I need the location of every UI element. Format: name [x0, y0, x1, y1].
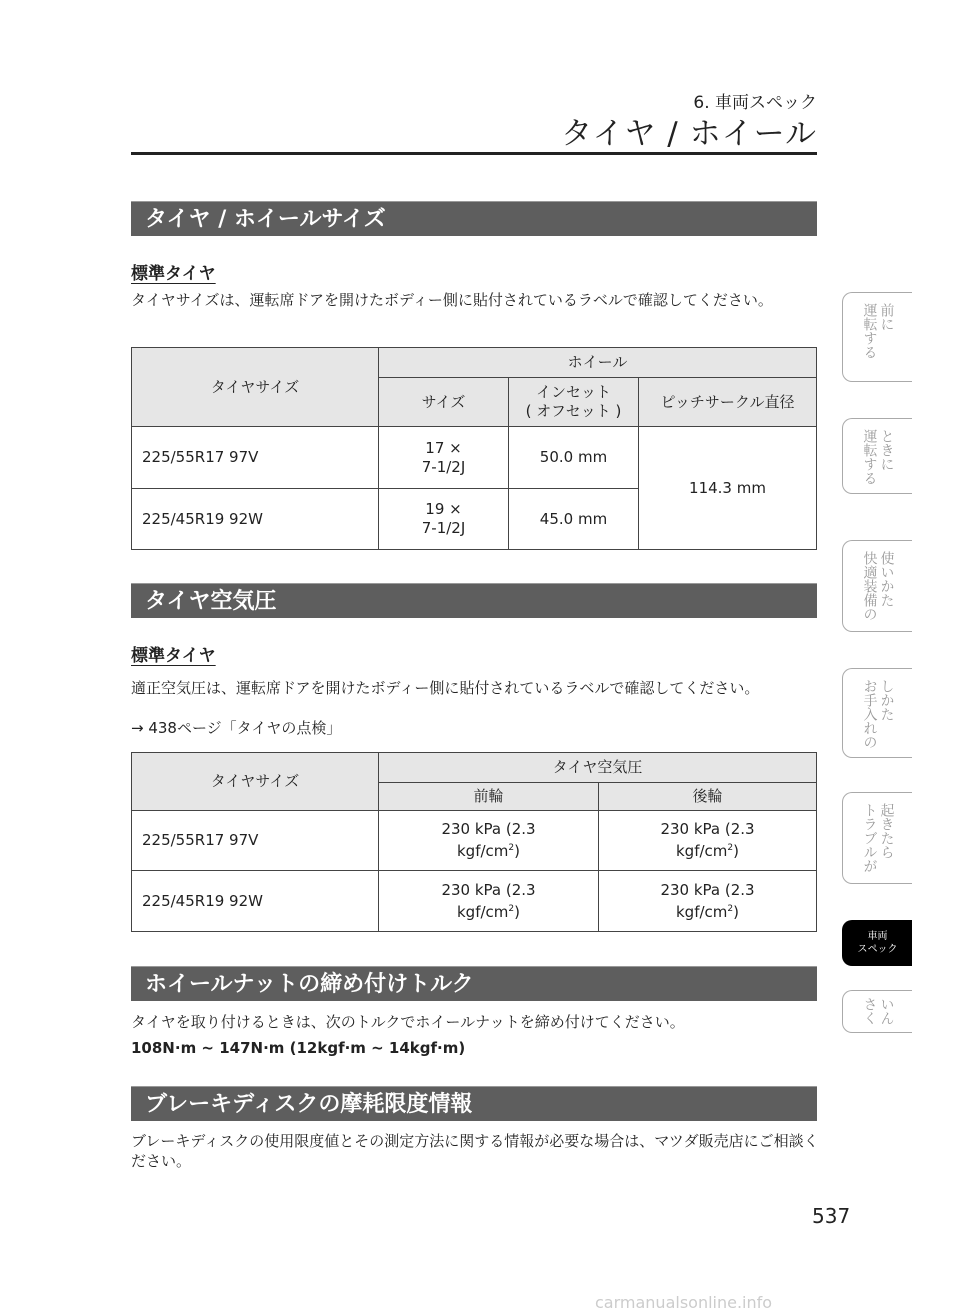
- watermark: carmanualsonline.info: [595, 1293, 773, 1312]
- table-row: 225/45R19 92W 230 kPa (2.3 kgf/$cm^2$) 230 kPa (2.3 kgf/$cm^2$): [132, 871, 817, 932]
- page-number: 537: [812, 1204, 851, 1228]
- title-rule: [131, 152, 817, 155]
- subheading-standard-tire: 標準タイヤ: [131, 646, 216, 666]
- page-reference-link[interactable]: → 438ページ「タイヤの点検」: [131, 719, 342, 737]
- header-inset: インセット ( オフセット ): [509, 378, 639, 427]
- side-tab-comfort-features[interactable]: 快適装備の 使いかた: [842, 540, 912, 632]
- header-rear: 後輪: [599, 783, 817, 811]
- pcd-value: 114.3 mm: [639, 427, 817, 550]
- tire-pressure-table: [131, 752, 817, 932]
- side-tab-maintenance[interactable]: お手入れの しかた: [842, 668, 912, 758]
- header-tire-size: タイヤサイズ: [132, 753, 379, 811]
- header-size: サイズ: [379, 378, 509, 427]
- subheading-standard-tire: 標準タイヤ: [131, 264, 216, 284]
- header-tire-pressure: タイヤ空気圧: [379, 753, 817, 783]
- side-tab-index[interactable]: さく いん: [842, 990, 912, 1033]
- table-row: 225/55R17 97V 230 kPa (2.3 kgf/$cm^2$) 230 kPa (2.3 kgf/$cm^2$): [132, 811, 817, 871]
- chapter-label: 6. 車両スペック: [693, 93, 817, 113]
- torque-value: 108N·m ~ 147N·m (12kgf·m ~ 14kgf·m): [131, 1039, 466, 1057]
- paragraph: ブレーキディスクの使用限度値とその測定方法に関する情報が必要な場合は、マツダ販売店にご相談ください。: [131, 1132, 819, 1170]
- side-tab-troubleshooting[interactable]: トラブルが 起きたら: [842, 792, 912, 884]
- table-row: 225/45R19 92W 19 × 7-1/2J 45.0 mm: [132, 489, 817, 550]
- paragraph: 適正空気圧は、運転席ドアを開けたボディー側に貼付されているラベルで確認してください。: [131, 679, 760, 697]
- header-front: 前輪: [379, 783, 599, 811]
- header-wheel: ホイール: [379, 348, 817, 378]
- section-heading-tire-wheel-size: タイヤ / ホイールサイズ: [131, 201, 817, 236]
- section-heading-tire-pressure: タイヤ空気圧: [131, 583, 817, 618]
- header-pcd: ピッチサークル直径: [639, 378, 817, 427]
- side-tab-while-driving[interactable]: 運転する ときに: [842, 418, 912, 494]
- side-tab-before-driving[interactable]: 運転する 前に: [842, 292, 912, 382]
- section-heading-brake-disc: ブレーキディスクの摩耗限度情報: [131, 1086, 817, 1121]
- section-heading-wheel-nut-torque: ホイールナットの締め付けトルク: [131, 966, 817, 1001]
- header-tire-size: タイヤサイズ: [132, 348, 379, 427]
- table-row: 225/55R17 97V 17 × 7-1/2J 50.0 mm 114.3 mm: [132, 427, 817, 489]
- wheel-size-table: [131, 347, 817, 550]
- side-tab-specifications[interactable]: 車両 スペック: [842, 920, 912, 966]
- paragraph: タイヤサイズは、運転席ドアを開けたボディー側に貼付されているラベルで確認してください。: [131, 291, 773, 309]
- paragraph: タイヤを取り付けるときは、次のトルクでホイールナットを締め付けてください。: [131, 1013, 685, 1031]
- page-title: タイヤ / ホイール: [561, 116, 817, 152]
